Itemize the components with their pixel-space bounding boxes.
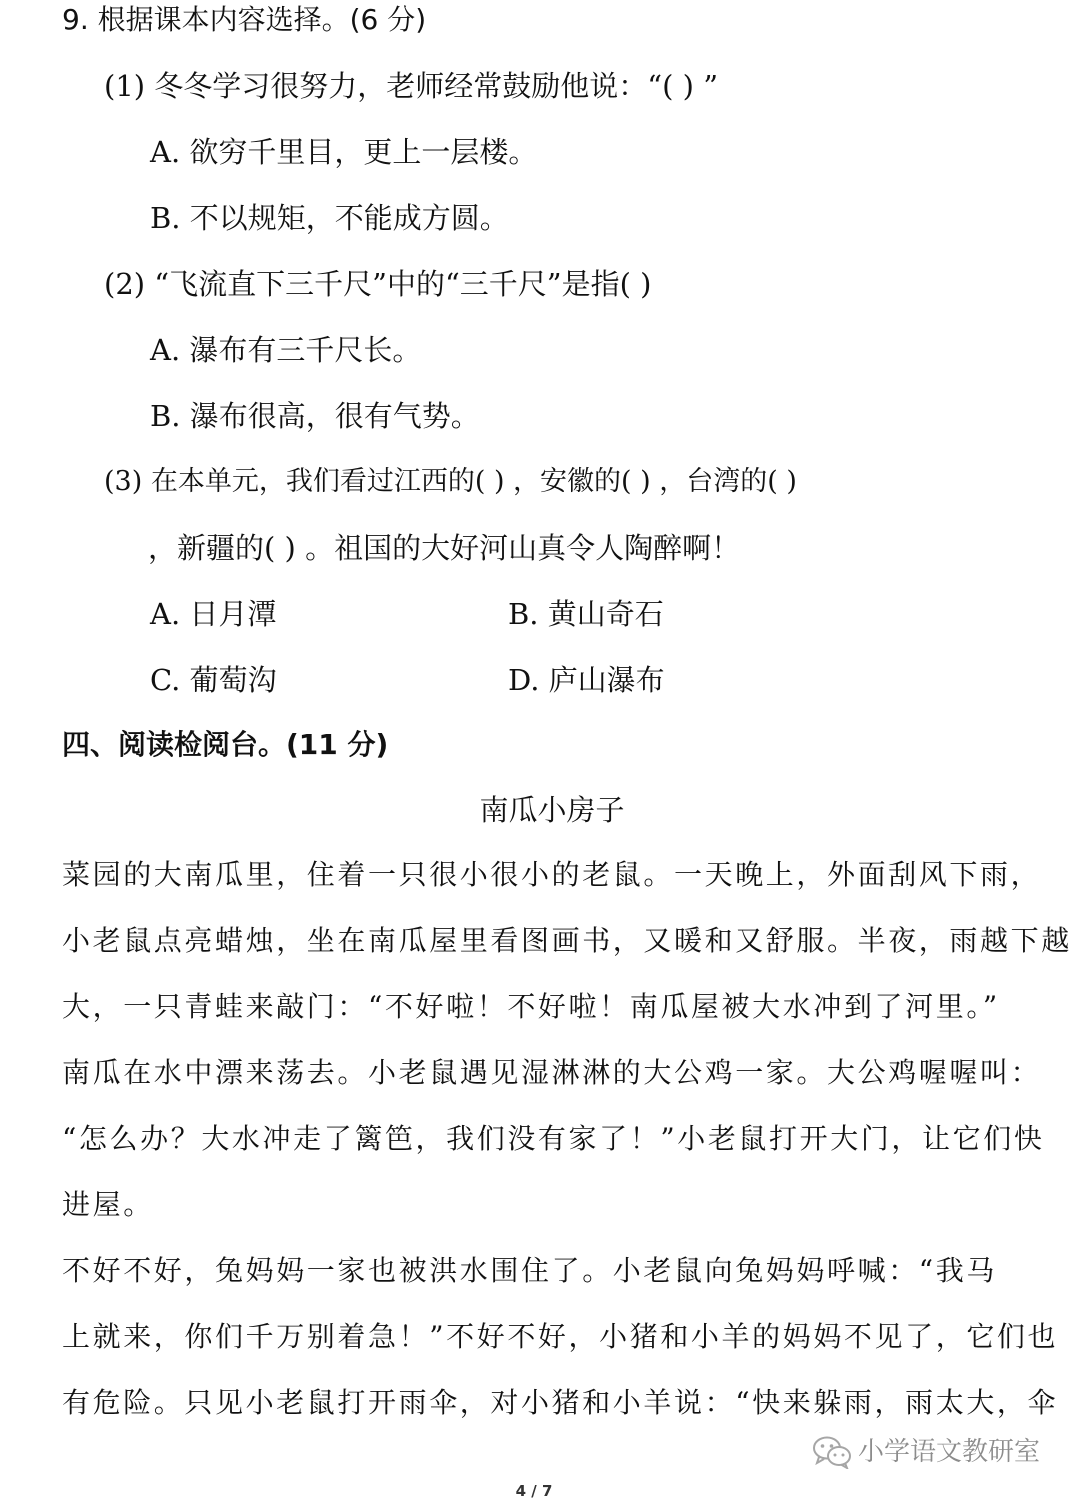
wechat-icon bbox=[812, 1435, 852, 1469]
question-9-2-option-a: A. 瀑布有三千尺长。 bbox=[150, 333, 422, 367]
story-line: 上就来，你们千万别着急！”不好不好，小猪和小羊的妈妈不见了，它们也 bbox=[62, 1320, 1059, 1353]
question-9-3-stem-line-2: ，新疆的( ) 。祖国的大好河山真令人陶醉啊！ bbox=[148, 531, 741, 565]
question-9-2-option-b: B. 瀑布很高，很有气势。 bbox=[150, 399, 480, 433]
story-title: 南瓜小房子 bbox=[479, 793, 625, 827]
page-number: 4 / 7 bbox=[515, 1482, 553, 1500]
story-line: 不好不好，兔妈妈一家也被洪水围住了。小老鼠向兔妈妈呼喊：“我马 bbox=[62, 1254, 997, 1287]
question-9-3-option-b: B. 黄山奇石 bbox=[508, 597, 664, 631]
story-line: 大，一只青蛙来敲门：“不好啦！不好啦！南瓜屋被大水冲到了河里。” bbox=[62, 990, 1000, 1023]
story-line: 南瓜在水中漂来荡去。小老鼠遇见湿淋淋的大公鸡一家。大公鸡喔喔叫： bbox=[62, 1056, 1042, 1089]
question-9-3-option-a: A. 日月潭 bbox=[150, 597, 277, 631]
watermark bbox=[812, 1432, 1040, 1472]
story-line: 小老鼠点亮蜡烛，坐在南瓜屋里看图画书，又暖和又舒服。半夜，雨越下越 bbox=[62, 924, 1072, 957]
question-9-3-stem-line-1: (3) 在本单元，我们看过江西的( ) ，安徽的( ) ，台湾的( ) bbox=[104, 466, 797, 497]
question-9-1-stem: (1) 冬冬学习很努力，老师经常鼓励他说：“( ) ” bbox=[104, 69, 719, 103]
question-9-header: 9. 根据课本内容选择。(6 分) bbox=[62, 3, 427, 36]
section-4-header: 四、阅读检阅台。(11 分) bbox=[62, 728, 389, 761]
story-line: 菜园的大南瓜里，住着一只很小很小的老鼠。一天晚上，外面刮风下雨， bbox=[62, 858, 1042, 891]
question-9-3-option-d: D. 庐山瀑布 bbox=[508, 663, 665, 697]
story-line: “怎么办？大水冲走了篱笆，我们没有家了！”小老鼠打开大门，让它们快 bbox=[62, 1122, 1045, 1155]
story-line: 有危险。只见小老鼠打开雨伞，对小猪和小羊说：“快来躲雨，雨太大，伞 bbox=[62, 1386, 1059, 1419]
story-line: 进屋。 bbox=[62, 1188, 154, 1221]
question-9-1-option-b: B. 不以规矩，不能成方圆。 bbox=[150, 201, 509, 235]
watermark-text: 小学语文教研室 bbox=[858, 1437, 1041, 1467]
question-9-1-option-a: A. 欲穷千里目，更上一层楼。 bbox=[150, 135, 538, 169]
question-9-2-stem: (2) “飞流直下三千尺”中的“三千尺”是指( ) bbox=[104, 267, 652, 301]
question-9-3-option-c: C. 葡萄沟 bbox=[150, 663, 277, 697]
